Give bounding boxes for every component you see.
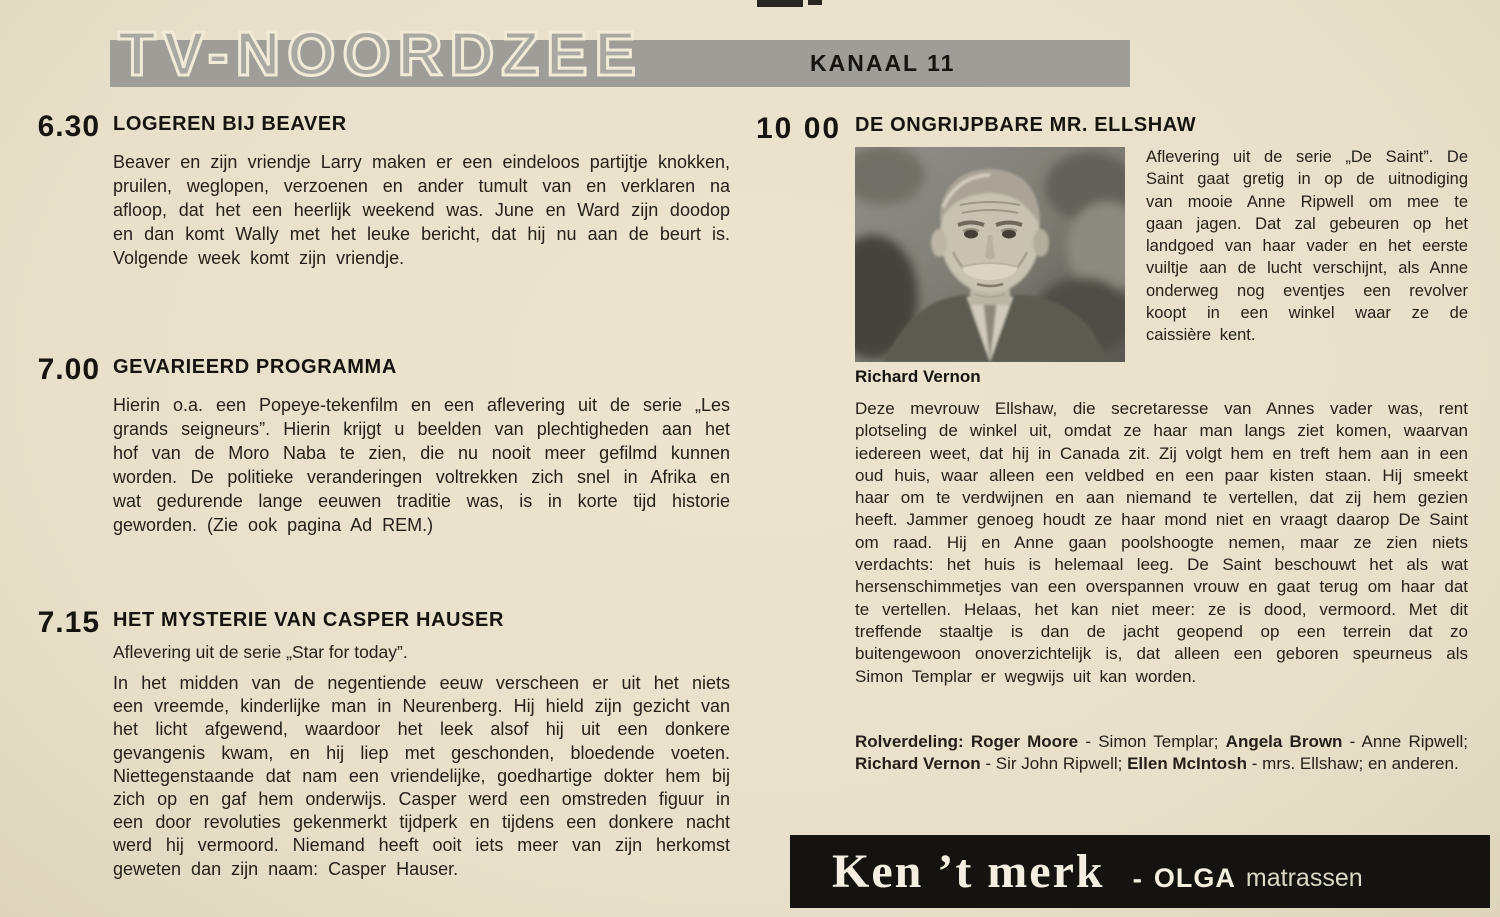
cast-segment: - Sir John Ripwell; <box>980 754 1128 774</box>
cast-segment: - mrs. Ellshaw; en anderen. <box>1247 754 1459 774</box>
cast-list <box>855 731 1468 776</box>
program-title: LOGEREN BIJ BEAVER <box>113 113 347 135</box>
cast-segment: Richard Vernon <box>855 754 981 774</box>
cast-segment: Rolverdeling: Roger Moore <box>855 732 1079 751</box>
channel-label: KANAAL 11 <box>810 50 956 76</box>
time-label: 10 00 <box>756 112 842 145</box>
portrait-illustration <box>855 147 1125 362</box>
program-logeren-bij-beaver <box>113 113 730 270</box>
cast-segment: - Anne Ripwell; <box>1342 732 1468 751</box>
program-description: Beaver en zijn vriendje Larry maken er een eindeloos partijtje knokken, pruilen, weglopen, verzoenen en ander tumult van en verklaren na afloop, dat het een heerlijk weekend was. June en Ward zijn doodop en dan komt Wally met het leuke bericht, dat hij nu aan de beurt is. Volgende week komt zijn vriendje. <box>113 152 730 268</box>
cast-segment: Ellen McIntosh <box>1127 754 1248 774</box>
station-title: TV-NOORDZEE <box>118 20 643 89</box>
program-description: In het midden van de negentiende eeuw verscheen er uit het niets een vreemde, kinderlijke man in Neurenberg. Hij hield zijn gezicht van het licht afgewend, waardoor het leek alsof hij uit een donkere gevangenis kwam, en hij liep met geschonden, bloedende voeten. Niettegenstaande dat nam een vriendelijke, goedhartige dokter hem bij zich op en gaf hem onderwijs. Casper werd een omstreden figuur in een door revoluties gekenmerkt tijdperk en tijdens een donkere nacht werd hij vermoord. Niemand heeft ooit iets meer van zijn herkomst geweten dan zijn naam: Casper Hauser. <box>113 673 730 879</box>
time-label: 6.30 <box>37 110 100 143</box>
richard-vernon-photo <box>855 147 1125 362</box>
cast-segment: - Simon Templar; <box>1078 732 1226 751</box>
program-title: GEVARIEERD PROGRAMMA <box>113 356 397 378</box>
program-intro: Aflevering uit de serie „De Saint”. De Saint gaat gretig in op de uitnodiging van mooie Anne Ripwell om mee te gaan jagen. Dat zal gebeuren op het landgoed van haar vader en het eerste vuiltje aan de lucht verschijnt, als Anne onderweg nog eventjes een revolver koopt in een winkel waar ze de caissière kent. <box>1146 148 1468 345</box>
print-artifact <box>808 0 822 5</box>
photo-caption: Richard Vernon <box>855 367 981 386</box>
program-description: Hierin o.a. een Popeye-tekenfilm en een aflevering uit de serie „Les grands seigneurs”. Hierin krijgt u beelden van plechtigheden aan het hof van de Moro Naba te zien, die nu nooit meer gefilmd kunnen worden. De politieke veranderingen voltrekken zich snel in Afrika en wat gedurende lange eeuwen traditie was, is in korte tijd historie geworden. (Zie ook pagina Ad REM.) <box>113 395 730 535</box>
program-description: Deze mevrouw Ellshaw, die secretaresse van Annes vader was, rent plotseling de winkel uit, omdat ze haar man langs ziet komen, waarvan iedereen weet, dat hij in Canada zit. Zij volgt hem en treft hem aan in een oud huis, waar alleen een veldbed en een paar kisten staan. Hij smeekt haar om te verdwijnen en aan niemand te vertellen, dat zij hem gezien heeft. Jammer genoeg houdt ze haar mond niet en vraagt daarop De Saint om raad. Hij en Anne gaan poolshoogte nemen, maar ze zien niets verdachts: het huis is helemaal leeg. De Saint beschouwt het als wat hersenschimmetjes van een overspannen vrouw en gaat terug om haar dat te vertellen. Helaas, het kan niet meer: ze is dood, vermoord. Met dit treffende staaltje is dan de jacht geopend op een terrein dat zo buitengewoon onoverzichtelijk is, dat alleen een geboren speurneus als Simon Templar er wegwijs uit kan worden. <box>855 399 1468 686</box>
program-title: HET MYSTERIE VAN CASPER HAUSER <box>113 609 505 631</box>
ad-product: matrassen <box>1245 864 1363 892</box>
cast-segment: Angela Brown <box>1225 732 1343 751</box>
time-label: 7.15 <box>37 606 100 639</box>
program-casper-hauser <box>113 609 730 917</box>
ad-brand: OLGA <box>1153 863 1236 893</box>
olga-mattress-ad <box>790 835 1490 908</box>
time-label: 7.00 <box>37 353 100 386</box>
program-subtitle: Aflevering uit de serie „Star for today”. <box>113 642 408 662</box>
program-title: DE ONGRIJPBARE MR. ELLSHAW <box>855 114 1197 136</box>
print-artifact <box>757 0 803 7</box>
program-gevarieerd-programma <box>113 356 730 537</box>
ad-separator: - <box>1132 862 1142 894</box>
ad-headline: Ken ’t merk <box>832 845 1105 898</box>
